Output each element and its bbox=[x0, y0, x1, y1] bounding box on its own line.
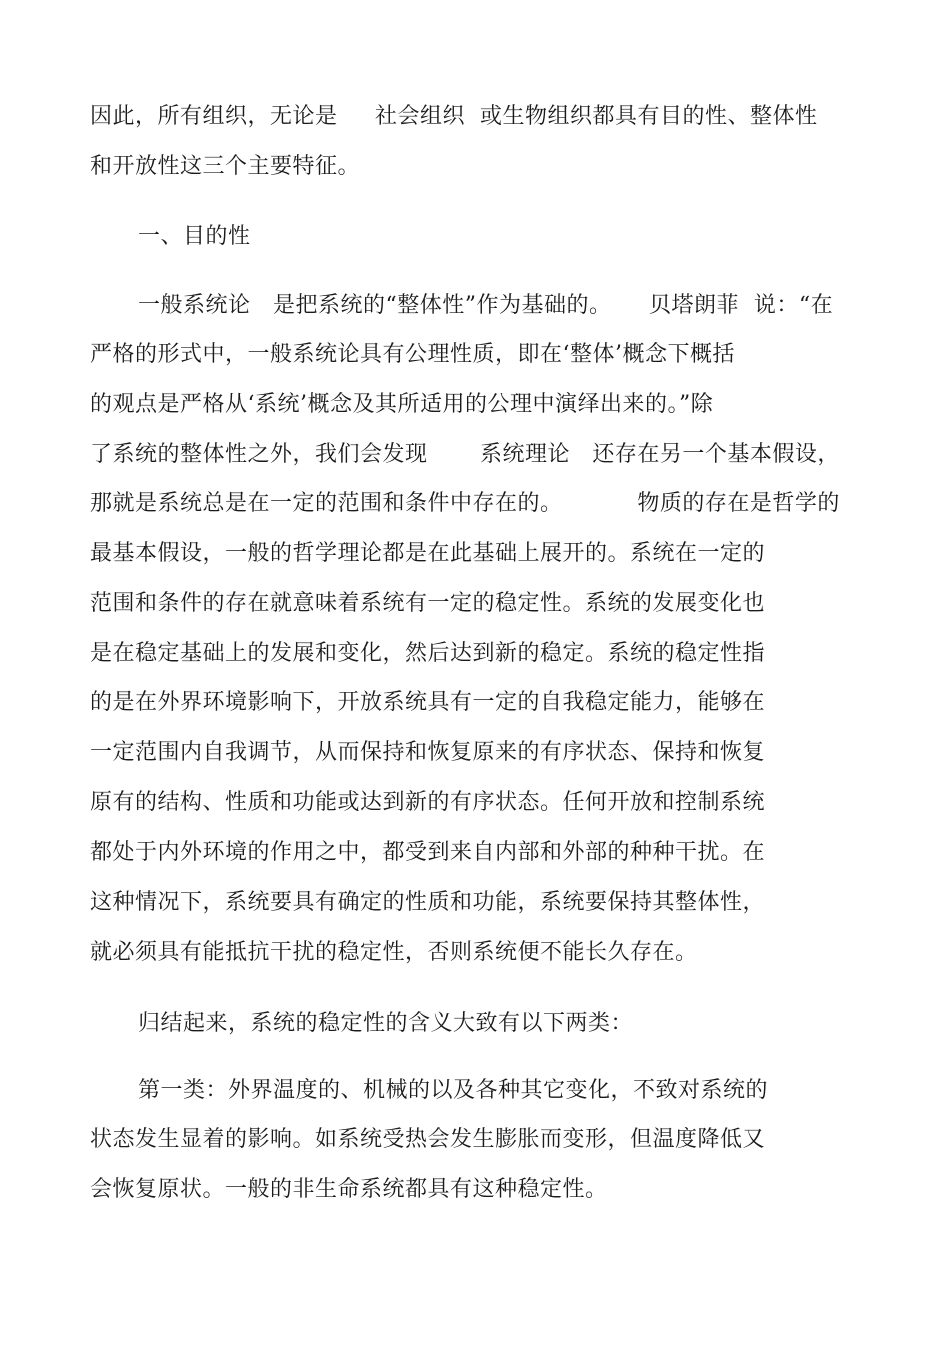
paragraph-body-line-8: 是在稳定基础上的发展和变化，然后达到新的稳定。系统的稳定性指 bbox=[90, 641, 766, 666]
paragraph-body-line-12: 都处于内外环境的作用之中，都受到来自内部和外部的种种干扰。在 bbox=[90, 840, 766, 865]
paragraph-type1-line-1: 第一类：外界温度的、机械的以及各种其它变化，不致对系统的 bbox=[138, 1078, 769, 1103]
paragraph-body-line-13: 这种情况下，系统要具有确定的性质和功能，系统要保持其整体性， bbox=[90, 890, 766, 915]
paragraph-body-line-5: 那就是系统总是在一定的范围和条件中存在的。 物质的存在是哲学的 bbox=[90, 491, 840, 516]
paragraph-body-line-3: 的观点是严格从‘系统’概念及其所适用的公理中演绎出来的。”除 bbox=[90, 392, 714, 417]
paragraph-intro-line-1: 因此，所有组织，无论是 社会组织 或生物组织都具有目的性、整体性 bbox=[90, 104, 818, 129]
paragraph-body-line-1: 一般系统论 是把系统的“整体性”作为基础的。 贝塔朗菲 说：“在 bbox=[138, 293, 834, 318]
paragraph-body-line-11: 原有的结构、性质和功能或达到新的有序状态。任何开放和控制系统 bbox=[90, 790, 766, 815]
paragraph-body-line-7: 范围和条件的存在就意味着系统有一定的稳定性。系统的发展变化也 bbox=[90, 591, 766, 616]
paragraph-body-line-2: 严格的形式中，一般系统论具有公理性质，即在‘整体’概念下概括 bbox=[90, 342, 735, 367]
paragraph-body-line-14: 就必须具有能抵抗干扰的稳定性，否则系统便不能长久存在。 bbox=[90, 940, 698, 965]
paragraph-summary: 归结起来，系统的稳定性的含义大致有以下两类： bbox=[138, 1011, 634, 1036]
paragraph-body-line-6: 最基本假设，一般的哲学理论都是在此基础上展开的。系统在一定的 bbox=[90, 541, 766, 566]
paragraph-body-line-4: 了系统的整体性之外，我们会发现 系统理论 还存在另一个基本假设， bbox=[90, 442, 840, 467]
paragraph-type1-line-3: 会恢复原状。一般的非生命系统都具有这种稳定性。 bbox=[90, 1177, 608, 1202]
paragraph-body-line-9: 的是在外界环境影响下，开放系统具有一定的自我稳定能力，能够在 bbox=[90, 690, 766, 715]
paragraph-intro-line-2: 和开放性这三个主要特征。 bbox=[90, 154, 361, 179]
paragraph-body-line-10: 一定范围内自我调节，从而保持和恢复原来的有序状态、保持和恢复 bbox=[90, 740, 766, 765]
paragraph-type1-line-2: 状态发生显着的影响。如系统受热会发生膨胀而变形，但温度降低又 bbox=[90, 1127, 766, 1152]
section-heading: 一、目的性 bbox=[138, 224, 251, 249]
